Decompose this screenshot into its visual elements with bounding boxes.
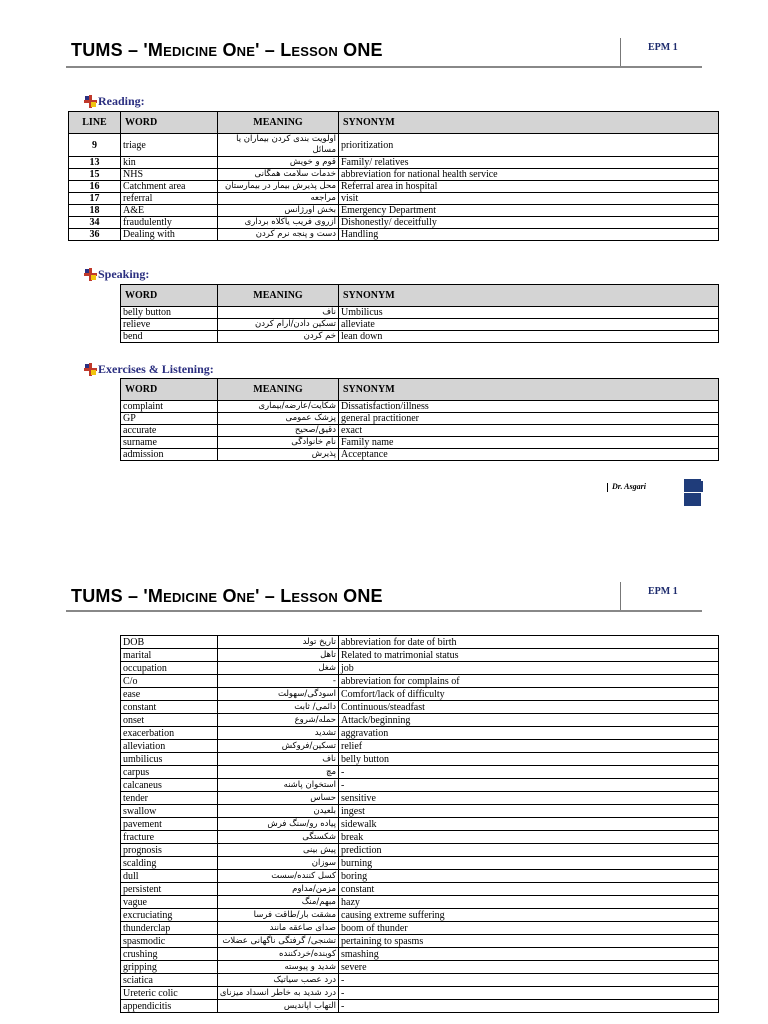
word-cell: surname (121, 437, 218, 449)
meaning-cell: درد عصب سیاتیک (218, 974, 339, 987)
line-number-cell: 16 (69, 181, 121, 193)
table-row (121, 401, 719, 413)
word-cell: excruciating (121, 909, 218, 922)
synonym-cell: exact (339, 425, 719, 437)
table-row (69, 193, 719, 205)
synonym-cell: Acceptance (339, 449, 719, 461)
meaning-cell: خم کردن (218, 331, 339, 343)
synonym-cell: burning (339, 857, 719, 870)
synonym-cell: abbreviation for complains of (339, 675, 719, 688)
exercises-heading: Exercises & Listening: (84, 362, 214, 377)
meaning-cell: استخوان پاشنه (218, 779, 339, 792)
table-row (121, 870, 719, 883)
synonym-cell: hazy (339, 896, 719, 909)
synonym-cell: pertaining to spasms (339, 935, 719, 948)
table-row (121, 922, 719, 935)
table-row (121, 766, 719, 779)
synonym-cell: - (339, 779, 719, 792)
meaning-cell: شدید و پیوسته (218, 961, 339, 974)
word-cell: sciatica (121, 974, 218, 987)
meaning-cell: صدای صاعقه مانند (218, 922, 339, 935)
synonym-cell: Comfort/lack of difficulty (339, 688, 719, 701)
meaning-cell: حمله/شروع (218, 714, 339, 727)
word-cell: kin (121, 157, 218, 169)
header-divider (620, 582, 621, 610)
word-cell: tender (121, 792, 218, 805)
word-cell: swallow (121, 805, 218, 818)
table-row (121, 425, 719, 437)
meaning-cell: حساس (218, 792, 339, 805)
word-cell: scalding (121, 857, 218, 870)
synonym-cell: break (339, 831, 719, 844)
table-row (121, 961, 719, 974)
course-code: EPM 1 (648, 586, 678, 597)
column-header-synonym: SYNONYM (339, 285, 719, 307)
meaning-cell: تسکین دادن/ارام کردن (218, 319, 339, 331)
meaning-cell: تشدید (218, 727, 339, 740)
line-number-cell: 13 (69, 157, 121, 169)
meaning-cell: مشقت بار/طاقت فرسا (218, 909, 339, 922)
glossary-table (120, 635, 719, 1013)
table-row (69, 157, 719, 169)
table-header-row (121, 285, 719, 307)
word-cell: pavement (121, 818, 218, 831)
column-header-meaning: MEANING (218, 112, 339, 134)
word-cell: Dealing with (121, 229, 218, 241)
line-number-cell: 17 (69, 193, 121, 205)
synonym-cell: relief (339, 740, 719, 753)
column-header-meaning: MEANING (218, 285, 339, 307)
word-cell: bend (121, 331, 218, 343)
synonym-cell: constant (339, 883, 719, 896)
word-cell: fraudulently (121, 217, 218, 229)
word-cell: crushing (121, 948, 218, 961)
table-row (121, 413, 719, 425)
header-divider (620, 38, 621, 66)
meaning-cell: بخش اورژانس (218, 205, 339, 217)
synonym-cell: abbreviation for date of birth (339, 636, 719, 649)
word-cell: fracture (121, 831, 218, 844)
word-cell: marital (121, 649, 218, 662)
column-header-meaning: MEANING (218, 379, 339, 401)
word-cell: GP (121, 413, 218, 425)
table-row (121, 714, 719, 727)
word-cell: onset (121, 714, 218, 727)
table-row (69, 134, 719, 157)
speaking-table (120, 284, 719, 343)
line-number-cell: 34 (69, 217, 121, 229)
table-row (121, 649, 719, 662)
table-row (121, 948, 719, 961)
page-corner-mark (701, 481, 703, 492)
table-row (69, 169, 719, 181)
word-cell: vague (121, 896, 218, 909)
synonym-cell: prioritization (339, 134, 719, 157)
table-row (121, 818, 719, 831)
synonym-cell: sensitive (339, 792, 719, 805)
word-cell: A&E (121, 205, 218, 217)
page-title: TUMS – 'MEDICINE ONE' – LESSON ONE (71, 40, 383, 60)
meaning-cell: کوبنده/خردکننده (218, 948, 339, 961)
table-row (69, 217, 719, 229)
table-header-row (121, 379, 719, 401)
synonym-cell: Umbilicus (339, 307, 719, 319)
word-cell: DOB (121, 636, 218, 649)
meaning-cell: - (218, 675, 339, 688)
synonym-cell: lean down (339, 331, 719, 343)
word-cell: constant (121, 701, 218, 714)
synonym-cell: Related to matrimonial status (339, 649, 719, 662)
meaning-cell: ناف (218, 753, 339, 766)
meaning-cell: دقیق/صحیح (218, 425, 339, 437)
word-cell: persistent (121, 883, 218, 896)
word-cell: carpus (121, 766, 218, 779)
word-cell: spasmodic (121, 935, 218, 948)
synonym-cell: boring (339, 870, 719, 883)
table-row (121, 449, 719, 461)
synonym-cell: alleviate (339, 319, 719, 331)
word-cell: umbilicus (121, 753, 218, 766)
word-cell: Ureteric colic (121, 987, 218, 1000)
word-cell: gripping (121, 961, 218, 974)
table-row (121, 935, 719, 948)
table-row (121, 805, 719, 818)
table-row (121, 331, 719, 343)
word-cell: referral (121, 193, 218, 205)
meaning-cell: شکایت/عارضه/بیماری (218, 401, 339, 413)
column-header-word: WORD (121, 112, 218, 134)
header-rule (66, 66, 702, 68)
meaning-cell: تشنجی/ گرفتگی ناگهانی عضلات (218, 935, 339, 948)
table-row (121, 1000, 719, 1013)
speaking-heading: Speaking: (84, 267, 149, 282)
synonym-cell: ingest (339, 805, 719, 818)
meaning-cell: ناف (218, 307, 339, 319)
word-cell: accurate (121, 425, 218, 437)
meaning-cell: مبهم/منگ (218, 896, 339, 909)
synonym-cell: Emergency Department (339, 205, 719, 217)
synonym-cell: smashing (339, 948, 719, 961)
table-row (121, 437, 719, 449)
meaning-cell: خدمات سلامت همگانی (218, 169, 339, 181)
cross-bullet-icon (84, 95, 97, 108)
synonym-cell: - (339, 1000, 719, 1013)
column-header-synonym: SYNONYM (339, 379, 719, 401)
meaning-cell: قوم و خویش (218, 157, 339, 169)
table-row (121, 974, 719, 987)
line-number-cell: 15 (69, 169, 121, 181)
table-row (121, 740, 719, 753)
synonym-cell: Dishonestly/ deceitfully (339, 217, 719, 229)
word-cell: complaint (121, 401, 218, 413)
synonym-cell: Referral area in hospital (339, 181, 719, 193)
synonym-cell: Handling (339, 229, 719, 241)
word-cell: relieve (121, 319, 218, 331)
line-number-cell: 18 (69, 205, 121, 217)
synonym-cell: abbreviation for national health service (339, 169, 719, 181)
meaning-cell: ازروی فریب یاکلاه برداری (218, 217, 339, 229)
column-header-synonym: SYNONYM (339, 112, 719, 134)
meaning-cell: التهاب اپاندیس (218, 1000, 339, 1013)
page-corner-logo-icon (684, 479, 701, 506)
table-row (121, 727, 719, 740)
synonym-cell: - (339, 974, 719, 987)
table-row (69, 205, 719, 217)
meaning-cell: اولویت بندی کردن بیماران یا مسائل (218, 134, 339, 157)
table-row (121, 883, 719, 896)
word-cell: triage (121, 134, 218, 157)
column-header-line: LINE (69, 112, 121, 134)
synonym-cell: Family name (339, 437, 719, 449)
column-header-word: WORD (121, 285, 218, 307)
table-row (121, 307, 719, 319)
synonym-cell: Family/ relatives (339, 157, 719, 169)
word-cell: alleviation (121, 740, 218, 753)
meaning-cell: پیش بینی (218, 844, 339, 857)
meaning-cell: محل پذیرش بیمار در بیمارستان (218, 181, 339, 193)
line-number-cell: 9 (69, 134, 121, 157)
reading-heading: Reading: (84, 94, 145, 109)
synonym-cell: Dissatisfaction/illness (339, 401, 719, 413)
exercises-table (120, 378, 719, 461)
synonym-cell: - (339, 766, 719, 779)
word-cell: belly button (121, 307, 218, 319)
line-number-cell: 36 (69, 229, 121, 241)
word-cell: admission (121, 449, 218, 461)
word-cell: NHS (121, 169, 218, 181)
word-cell: dull (121, 870, 218, 883)
word-cell: ease (121, 688, 218, 701)
meaning-cell: مراجعه (218, 193, 339, 205)
synonym-cell: - (339, 987, 719, 1000)
table-row (121, 319, 719, 331)
meaning-cell: پزشک عمومی (218, 413, 339, 425)
meaning-cell: تاهل (218, 649, 339, 662)
synonym-cell: job (339, 662, 719, 675)
meaning-cell: شغل (218, 662, 339, 675)
meaning-cell: نام خانوادگی (218, 437, 339, 449)
table-row (121, 857, 719, 870)
word-cell: prognosis (121, 844, 218, 857)
word-cell: C/o (121, 675, 218, 688)
table-row (121, 662, 719, 675)
meaning-cell: پذیرش (218, 449, 339, 461)
meaning-cell: مچ (218, 766, 339, 779)
author-signature: Dr. Asgari (607, 482, 646, 492)
table-header-row (69, 112, 719, 134)
page-title: TUMS – 'MEDICINE ONE' – LESSON ONE (71, 586, 383, 606)
synonym-cell: boom of thunder (339, 922, 719, 935)
table-row (121, 701, 719, 714)
meaning-cell: اسودگی/سهولت (218, 688, 339, 701)
cross-bullet-icon (84, 268, 97, 281)
table-row (121, 792, 719, 805)
meaning-cell: تسکین/فروکش (218, 740, 339, 753)
word-cell: exacerbation (121, 727, 218, 740)
synonym-cell: belly button (339, 753, 719, 766)
meaning-cell: شکستگی (218, 831, 339, 844)
word-cell: thunderclap (121, 922, 218, 935)
table-row (69, 229, 719, 241)
table-row (121, 831, 719, 844)
word-cell: occupation (121, 662, 218, 675)
meaning-cell: تاریخ تولد (218, 636, 339, 649)
synonym-cell: general practitioner (339, 413, 719, 425)
synonym-cell: prediction (339, 844, 719, 857)
synonym-cell: severe (339, 961, 719, 974)
table-row (121, 987, 719, 1000)
reading-table (68, 111, 719, 241)
meaning-cell: مزمن/مداوم (218, 883, 339, 896)
synonym-cell: sidewalk (339, 818, 719, 831)
cross-bullet-icon (84, 363, 97, 376)
word-cell: Catchment area (121, 181, 218, 193)
table-row (121, 909, 719, 922)
table-row (121, 753, 719, 766)
table-row (69, 181, 719, 193)
word-cell: calcaneus (121, 779, 218, 792)
meaning-cell: دست و پنجه نرم کردن (218, 229, 339, 241)
meaning-cell: سوزان (218, 857, 339, 870)
meaning-cell: کسل کننده/سست (218, 870, 339, 883)
table-row (121, 688, 719, 701)
table-row (121, 675, 719, 688)
table-row (121, 779, 719, 792)
synonym-cell: Attack/beginning (339, 714, 719, 727)
header-rule (66, 610, 702, 612)
word-cell: appendicitis (121, 1000, 218, 1013)
meaning-cell: بلعیدن (218, 805, 339, 818)
meaning-cell: پیاده رو/سنگ فرش (218, 818, 339, 831)
meaning-cell: دائمی/ ثابت (218, 701, 339, 714)
table-row (121, 896, 719, 909)
synonym-cell: aggravation (339, 727, 719, 740)
meaning-cell: درد شدید به خاطر انسداد میزنای (218, 987, 339, 1000)
table-row (121, 844, 719, 857)
synonym-cell: Continuous/steadfast (339, 701, 719, 714)
synonym-cell: causing extreme suffering (339, 909, 719, 922)
synonym-cell: visit (339, 193, 719, 205)
page-two (0, 560, 768, 1024)
course-code: EPM 1 (648, 42, 678, 53)
table-row (121, 636, 719, 649)
column-header-word: WORD (121, 379, 218, 401)
